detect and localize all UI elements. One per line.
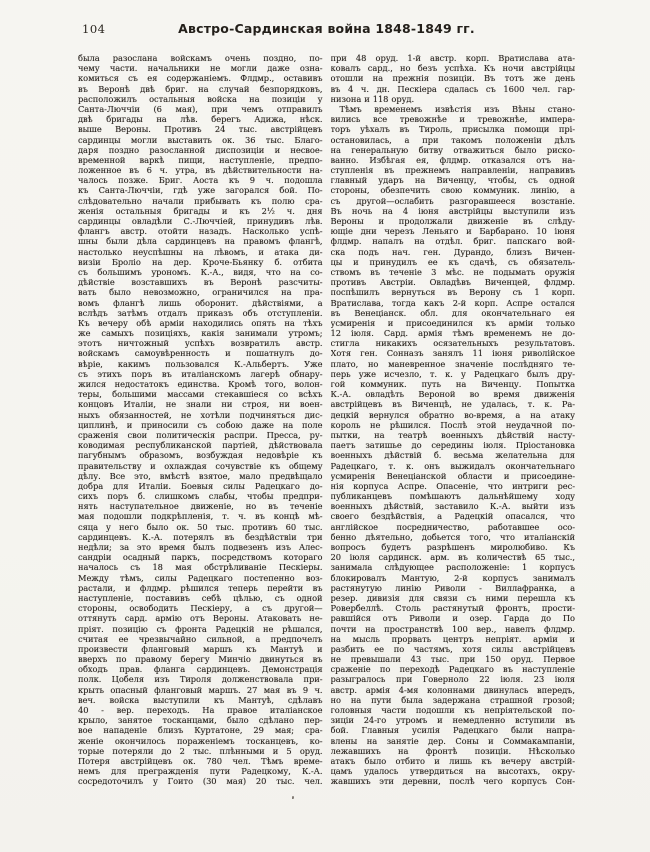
text-line: паетъ затишье до середины іюля. Пріостановка [330,440,575,451]
text-line: сандріи осадный паркъ, посредствомъ котораго [78,552,323,563]
text-line: Между тѣмъ, силы Радецкаго постепенно воз- [78,572,323,583]
text-line: вомъ флангѣ лишь оборонит. дѣйствіями, а [78,297,323,308]
text-line: полк. Цобеля изъ Тироля долженствовала при- [78,674,323,685]
text-line: расположилъ остальныя войска на позиціи у [78,93,323,104]
text-line: сардинцы овладѣли С.-Люччіей, принудивъ лѣв. [78,216,323,226]
text-line: чалось позже. Бриг. Аоста къ 9 ч. подошла [78,175,323,186]
text-line: Къ вечеру обѣ арміи находились опять на тѣхъ [78,317,323,328]
text-line: теры, большими массами стекавшіеся со всѣхъ [78,389,323,400]
text-line: остановилась, а при такомъ положеніи дѣлъ [330,134,575,145]
text-line: началось съ 18 мая обстрѣливаніе Пескіеры. [78,562,323,573]
text-line: Потеря австрійцевъ ок. 780 чел. Тѣмъ време- [78,755,323,766]
text-line: крыть опасный фланговый маршъ. 27 мая въ 9 ч. [78,684,323,695]
page-number: 104 [82,22,106,36]
text-line: вѣріе, какимъ пользовался К.-Альбертъ. Уже [78,358,323,369]
text-line: на генеральную битву отважиться было риско- [330,144,575,155]
text-line: вое нападеніе близъ Куртатоне, 29 мая; сра- [78,725,323,736]
text-line: бенно дѣятельно, добьется того, что италіанскій [330,531,575,542]
text-line: въ 4 ч. дн. Пескіера сдалась съ 1600 чел. гар- [330,83,575,94]
text-line: зиціи 24-го утромъ и немедленно вступили въ [330,715,575,726]
text-line: австрійцевъ въ Виченцѣ, не удалась, т. к. Ра- [330,399,575,410]
text-line: Тѣмъ временемъ извѣстія изъ Вѣны стано- [339,103,575,114]
text-line: усмиренія Венеціанской области и присоедине- [330,470,575,481]
text-line: бой. Главныя усилія Радецкаго были напра- [330,725,575,736]
text-line: съ большимъ урономъ. К.-А., видя, что на со- [78,266,323,277]
text-line: вслѣдъ затѣмъ отдалъ приказъ объ отступленіи. [78,307,323,318]
text-line: влены на занятіе дер. Соны и Соммакампаніи, [330,735,575,746]
text-line: головныя части подошли къ непріятельской по- [330,705,575,715]
text-line: атакъ было отбито и лишь къ вечеру австрій- [330,755,575,766]
text-line: двѣ бригады на лѣв. берегъ Адижа, нѣск. [78,114,323,125]
text-line: концовъ Италіи, не знали ни строя, ни воен- [78,399,323,410]
text-line: сосредоточилъ у Гоито (30 мая) 20 тыс. чел. [78,776,323,787]
text-line: пагубнымъ образомъ, возбуждая недовѣріе къ [78,450,323,461]
text-line: не превышали 43 тыс. при 150 оруд. Первое [330,654,575,665]
text-line: веч. войска выступили къ Мантуѣ, сдѣлавъ [78,694,323,705]
text-line: 12 іюля. Сард. армія тѣмъ временемъ не до- [330,328,575,339]
text-line: цы и принудилъ ее къ сдачѣ, съ обязатель- [330,256,575,267]
text-line: сихъ поръ б. слишкомъ слабы, чтобы предпри- [78,491,323,502]
text-line: поспѣшилъ вернуться въ Верону съ 1 корп. [330,287,575,298]
text-line: съ этихъ поръ въ италіанскомъ лагерѣ обнару- [78,368,323,379]
text-line: Радецкаго, т. к. онъ выжидалъ окончательнаго [330,460,575,471]
text-line: Санта-Люччіи (6 мая), при чемъ отправилъ [78,103,323,114]
text-line: стороны, обезпечить свою коммуник. линію, а [330,185,575,196]
text-line: женія остальныя бригады и къ 2½ ч. дня [78,205,323,216]
text-line: наступленіе, поставивъ себѣ цѣлью, съ одной [78,592,323,603]
text-line: противъ Австріи. Овладѣвъ Виченцей, флдмр. [330,277,575,288]
page-header [78,21,575,37]
text-line: растали, и флдмр. рѣшился теперь перейти въ [78,582,323,593]
text-line: занимала слѣдующее расположеніе: 1 корпусъ [330,562,575,573]
text-columns [78,53,575,787]
text-line: крыло, занятое тосканцами, было сдѣлано пер- [78,715,323,726]
text-line: растянутую линію Риволи - Виллафранка, а [330,582,575,593]
text-line: перь уже исчезло, т. к. у Радецкаго былъ дру- [330,368,575,379]
text-line: была разослана войскамъ очень поздно, по- [78,53,323,63]
text-line: временной варкѣ пищи, наступленіе, предпо- [78,154,323,165]
text-line: цамъ удалось утвердиться на высотахъ, окру- [330,766,575,777]
text-line: торъ уѣхалъ въ Тироль, присылка помощи прі- [330,124,575,135]
text-line: низона и 118 оруд. [330,93,415,104]
text-line: ныхъ обязанностей, не хотѣли подчиняться дис- [78,409,323,420]
text-line: К.-А. овладѣть Вероной во время движенія [330,389,575,400]
text-line: блокировалъ Мантую, 2-й корпусъ занималъ [330,572,575,583]
text-line: но на пути была задержана страшной грозой; [330,694,575,705]
text-line: усмиренія и присоединился къ арміи только [330,317,575,328]
text-line: военныхъ дѣйствій, заставило К.-А. выйти изъ [330,501,575,512]
text-line: 20 іюля сардинск. арм. въ количествѣ 65 тыс., [330,552,575,563]
text-line: сардинцевъ. К.-А. потерялъ въ бездѣйствіи три [78,531,323,542]
text-line: Ровербеллѣ. Столь растянутый фронтъ, прости- [330,603,575,614]
text-line: настолько неуспѣшны на лѣвомъ, и атака ди- [78,246,323,257]
text-line: вверхъ по правому берегу Минчіо двинуться въ [78,654,323,665]
text-line: сяца у него было ок. 50 тыс. противъ 60 тыс. [78,521,323,532]
text-line: дѣйствіе возставшихъ въ Веронѣ разсчиты- [78,277,323,288]
text-line: военныхъ дѣйствій б. весьма желательна для [330,450,575,461]
text-line: даря поздно разосланной диспозиціи и несвое- [78,144,323,155]
text-line: флангъ австр. отойти назадъ. Насколько успѣ- [78,226,323,237]
text-line: недѣли; за это время былъ подвезенъ изъ Алес- [78,542,323,552]
page-title: Австро-Сардинская война 1848-1849 гг. [178,21,475,36]
text-line: немъ для прегражденія пути Радецкому, К.-А. [78,766,323,777]
text-line: выше Вероны. Противъ 24 тыс. австрійцевъ [78,124,323,135]
text-line: дѣлу. Все это, вмѣстѣ взятое, мало предвѣщало [78,470,323,481]
text-line: Вратислава, тогда какъ 2-й корп. Аспре остался [330,297,575,308]
text-line: публиканцевъ помѣшаютъ дальнѣйшему ходу [330,491,575,502]
text-line: децкій вернулся обратно во-время, а на атаку [330,409,575,420]
text-line: главный ударъ на Виченцу, чтобы, съ одной [330,175,575,186]
text-line: Хотя ген. Сонназъ занялъ 11 іюня риволійское [330,348,575,359]
text-line: ступленія въ прежнемъ направленіи, направивъ [330,165,575,176]
text-line: комиться съ ея содержаніемъ. Флдмр., оставивъ [78,73,323,84]
text-line: ванно. Избѣгая ея, флдмр. отказался отъ на- [330,154,575,165]
text-line: плато, но маневренное значеніе послѣдняго те- [330,358,575,369]
text-line: же самыхъ позиціяхъ, какія занимали утромъ; [78,328,323,339]
text-line: отошли на прежнія позиціи. Въ тотъ же день [330,73,575,84]
text-line: король не рѣшился. Послѣ этой неудачной по- [330,419,575,430]
text-line: визіи Броліо на дер. Кроче-Бьянку б. отбита [78,256,323,267]
text-line: шны были дѣла сардинцевъ на правомъ флангѣ, [78,236,323,247]
text-line: резер. дивизія для связи съ ними перешла къ [330,592,575,603]
text-line: пытки, на театрѣ военныхъ дѣйствій насту- [330,429,575,440]
text-line: съ другой—ослабить разгоравшееся возстаніе. [330,195,575,206]
text-line: ководимая республиканской партіей, дѣйствовала [78,440,323,451]
text-line: чему части. начальники не могли даже озна- [78,63,323,74]
left-column [78,53,323,787]
text-line: Вероны и продолжали движеніе въ слѣду- [330,216,575,226]
text-line: этотъ ничтожный успѣхъ возвратилъ австр. [78,338,323,349]
text-line: 40 - вер. переходъ. На правое италіанское [78,705,323,715]
text-line: вать было невозможно, ограничился на пра- [78,287,323,298]
text-line: правительству и охлаждая сочувствіе къ общему [78,460,323,471]
text-line: разбить ее по частямъ, хотя силы австрійцевъ [330,643,575,654]
text-line: равшійся отъ Риволи и озер. Гарда до По [330,613,575,624]
text-line: флдмр. напалъ на отдѣл. бриг. папскаго вой- [330,236,575,247]
text-line: австр. армія 4-мя колоннами двинулась впередъ, [330,684,575,695]
text-line: сардинцы могли выставить ок. 36 тыс. Благо- [78,134,323,145]
text-line: въ Венеціанск. обл. для окончательнаго ея [330,307,575,318]
text-line: къ Санта-Люччіи, гдѣ уже загорался бой. По- [78,185,323,196]
text-line: ковалъ сард., но безъ успѣха. Къ ночи австрійцы [330,63,575,74]
text-line: ложенное въ 6 ч. утра, въ дѣйствительности на- [78,165,323,176]
text-line: оттянуть сард. армію отъ Вероны. Атаковать не- [78,613,323,624]
text-line: англійское посредничество, работавшее осо- [330,521,575,532]
text-line: торые потеряли до 2 тыс. плѣнными и 5 оруд. [78,745,323,756]
text-line: циплинѣ, и приносили съ собою даже на поле [78,419,323,430]
text-line: разыгралось при Говерноло 22 іюля. 23 іюля [330,674,575,685]
text-line: на мысль прорвать центръ непріят. арміи и [330,633,575,644]
text-line: Въ ночь на 4 іюня австрійцы выступили изъ [330,205,575,216]
text-line: нія корпуса Аспре. Опасеніе, что интриги рес- [330,480,575,491]
text-line: ска подъ нач. ген. Дурандо, близъ Вичен- [330,246,575,257]
text-line: сраженія свои политическія распри. Пресса, ру- [78,429,323,440]
text-line: жавшихъ эти деревни, послѣ чего корпусъ Сон- [330,776,575,787]
text-line: ствомъ въ теченіе 3 мѣс. не подымать оружія [330,266,575,277]
text-line: мая подошли подкрѣпленія, т. ч. въ концѣ мѣ- [78,511,323,522]
text-line: вились все тревожнѣе и тревожнѣе, импера- [330,114,575,125]
text-line: ющіе дни черезъ Леньяго и Барбарано. 10 іюня [330,226,575,237]
text-line: жился недостатокъ единства. Кромѣ того, волон- [78,379,323,389]
text-line: почти на пространствѣ 100 вер., навелъ флдмр. [330,623,575,634]
text-line: женіе окончилось пораженіемъ тосканцевъ, ко- [78,735,323,746]
text-line: слѣдовательно начали прибывать къ полю сра- [78,195,323,206]
text-line: при 48 оруд. 1-й австр. корп. Вратислава ата- [330,53,575,63]
text-line: нять наступательное движеніе, но въ теченіе [78,501,323,512]
text-line: вопросъ будетъ разрѣшенъ миролюбиво. Къ [330,542,575,552]
text-line: пріят. позицію съ фронта Радецкій не рѣшался, [78,623,323,634]
text-line: лежавшихъ на фронтѣ позиціи. Нѣсколько [330,745,575,756]
text-line: стигла никакихъ осязательныхъ результатовъ. [330,338,575,349]
right-column [331,53,576,787]
text-line: сраженіе по переходѣ Радецкаго въ наступленіе [330,664,575,675]
scan-artifact-speck [292,796,294,799]
text-line: войскамъ самоувѣренность и пошатнулъ до- [78,348,323,359]
text-line: стороны, освободить Пескіеру, а съ другой— [78,603,323,614]
text-line: обходъ прав. фланга сардинцевъ. Демонстрація [78,664,323,675]
text-line: добра для Италіи. Боевыя силы Радецкаго до- [78,480,323,491]
text-line: считая ее чрезвычайно сильной, а предпочелъ [78,633,323,644]
text-line: въ Веронѣ двѣ бриг. на случай безпорядковъ, [78,83,323,94]
text-line: произвести фланговый маршъ къ Мантуѣ и [78,643,323,654]
text-line: гой коммуник. путь на Виченцу. Попытка [330,379,575,389]
text-line: своего бездѣйствія, а Радецкій опасался, что [330,511,575,522]
